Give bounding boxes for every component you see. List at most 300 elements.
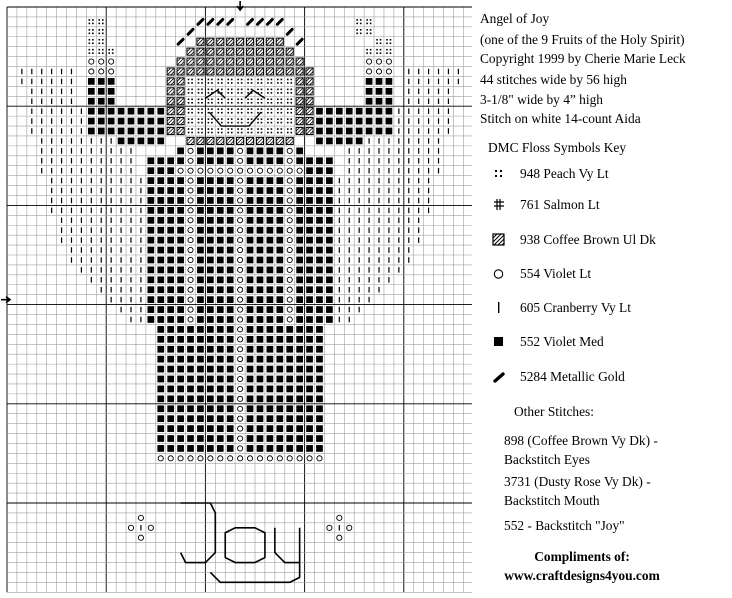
- stitch-cell: [140, 267, 141, 273]
- stitch-cell: [296, 415, 303, 422]
- stitch-cell: [398, 227, 399, 233]
- stitch-cell: [326, 128, 333, 135]
- stitch-cell: [267, 227, 274, 234]
- key-title: DMC Floss Symbols Key: [488, 140, 627, 155]
- stitch-cell: [130, 277, 131, 283]
- stitch-cell: [61, 158, 62, 164]
- stitch-cell: [177, 197, 184, 204]
- stitch-cell: [296, 88, 303, 95]
- stitch-cell: [276, 137, 283, 144]
- stitch-cell: [388, 158, 389, 164]
- stitch-cell: [197, 177, 204, 184]
- stitch-cell: [158, 456, 163, 461]
- stitch-cell: [238, 337, 243, 342]
- stitch-cell: [167, 207, 174, 214]
- stitch-cell: [257, 346, 264, 353]
- stitch-cell: [197, 207, 204, 214]
- stitch-cell: [238, 267, 243, 272]
- stitch-cell: [89, 49, 94, 54]
- stitch-cell: [316, 445, 323, 452]
- stitch-cell: [157, 118, 164, 125]
- stitch-cell: [130, 198, 131, 204]
- stitch-cell: [359, 237, 360, 243]
- stitch-cell: [197, 445, 204, 452]
- stitch-cell: [276, 227, 283, 234]
- stitch-cell: [296, 346, 303, 353]
- stitch-cell: [177, 58, 184, 65]
- stitch-cell: [448, 118, 449, 124]
- stitch-cell: [167, 296, 174, 303]
- stitch-cell: [120, 198, 121, 204]
- key-label: 552 Violet Med: [520, 334, 604, 349]
- stitch-cell: [306, 247, 313, 254]
- stitch-cell: [296, 366, 303, 373]
- stitch-cell: [157, 157, 164, 164]
- stitch-cell: [217, 306, 224, 313]
- top-center-arrow: [237, 1, 243, 10]
- stitch-cell: [217, 147, 224, 154]
- stitch-cell: [276, 197, 283, 204]
- hatched-square-icon: [492, 232, 506, 248]
- stitch-cell: [61, 138, 62, 144]
- stitch-cell: [316, 316, 323, 323]
- stitch-cell: [366, 19, 371, 24]
- stitch-cell: [167, 167, 174, 174]
- stitch-cell: [276, 237, 283, 244]
- stitch-cell: [71, 89, 72, 95]
- stitch-cell: [256, 58, 263, 65]
- stitch-cell: [120, 287, 121, 293]
- stitch-cell: [349, 148, 350, 154]
- stitch-cell: [41, 89, 42, 95]
- stitch-cell: [120, 277, 121, 283]
- stitch-cell: [41, 69, 42, 75]
- stitch-cell: [398, 138, 399, 144]
- stitch-cell: [257, 435, 264, 442]
- stitch-cell: [287, 98, 292, 103]
- stitch-cell: [207, 257, 214, 264]
- chart-stitches: [21, 19, 459, 540]
- stitch-cell: [187, 346, 194, 353]
- stitch-cell: [349, 297, 350, 303]
- stitch-cell: [118, 128, 125, 135]
- stitch-cell: [388, 267, 389, 273]
- stitch-cell: [386, 59, 391, 64]
- stitch-cell: [227, 147, 234, 154]
- stitch-cell: [187, 68, 194, 75]
- stitch-cell: [247, 445, 254, 452]
- stitch-cell: [120, 227, 121, 233]
- stitch-cell: [366, 108, 373, 115]
- stitch-cell: [109, 59, 114, 64]
- stitch-cell: [257, 386, 264, 393]
- stitch-cell: [398, 267, 399, 273]
- stitch-cell: [247, 128, 252, 133]
- stitch-cell: [197, 376, 204, 383]
- stitch-cell: [276, 395, 283, 402]
- stitch-cell: [238, 228, 243, 233]
- stitch-cell: [366, 59, 371, 64]
- stitch-cell: [98, 128, 105, 135]
- stitch-cell: [207, 276, 214, 283]
- stitch-cell: [306, 386, 313, 393]
- key-item: [492, 368, 732, 388]
- stitch-cell: [197, 336, 204, 343]
- stitch-cell: [147, 187, 154, 194]
- stitch-cell: [359, 247, 360, 253]
- stitch-cell: [316, 326, 323, 333]
- stitch-cell: [218, 79, 223, 84]
- stitch-cell: [276, 38, 283, 45]
- stitch-cell: [177, 267, 184, 274]
- stitch-cell: [217, 48, 224, 55]
- stitch-cell: [61, 198, 62, 204]
- stitch-cell: [316, 376, 323, 383]
- stitch-cell: [388, 257, 389, 263]
- stitch-cell: [378, 287, 379, 293]
- stitch-cell: [246, 137, 253, 144]
- stitch-cell: [207, 187, 214, 194]
- stitch-cell: [238, 456, 243, 461]
- stitch-cell: [366, 29, 371, 34]
- stitch-cell: [287, 158, 292, 163]
- stitch-cell: [276, 415, 283, 422]
- stitch-cell: [306, 445, 313, 452]
- stitch-cell: [326, 207, 333, 214]
- stitch-cell: [188, 208, 193, 213]
- stitch-cell: [359, 218, 360, 224]
- stitch-cell: [257, 237, 264, 244]
- stitch-cell: [101, 208, 102, 214]
- stitch-cell: [257, 207, 264, 214]
- stitch-cell: [277, 456, 282, 461]
- stitch-cell: [306, 276, 313, 283]
- stitch-cell: [378, 247, 379, 253]
- stitch-cell: [130, 307, 131, 313]
- stitch-cell: [177, 445, 184, 452]
- stitch-cell: [277, 79, 282, 84]
- stitch-cell: [306, 227, 313, 234]
- stitch-cell: [71, 79, 72, 85]
- stitch-cell: [438, 98, 439, 104]
- stitch-cell: [267, 147, 274, 154]
- stitch-cell: [51, 208, 52, 214]
- stitch-cell: [217, 58, 224, 65]
- stitch-cell: [418, 98, 419, 104]
- stitch-cell: [217, 177, 224, 184]
- stitch-cell: [276, 207, 283, 214]
- stitch-cell: [177, 405, 184, 412]
- stitch-cell: [267, 316, 274, 323]
- stitch-cell: [267, 386, 274, 393]
- stitch-cell: [177, 227, 184, 234]
- stitch-cell: [177, 376, 184, 383]
- stitch-cell: [267, 247, 274, 254]
- stitch-cell: [306, 217, 313, 224]
- stitch-cell: [217, 366, 224, 373]
- stitch-cell: [296, 237, 303, 244]
- stitch-cell: [276, 366, 283, 373]
- stitch-cell: [167, 336, 174, 343]
- stitch-cell: [346, 128, 353, 135]
- stitch-cell: [227, 177, 234, 184]
- key-label: 554 Violet Lt: [520, 266, 592, 281]
- stitch-cell: [188, 456, 193, 461]
- stitch-cell: [147, 167, 154, 174]
- stitch-cell: [356, 138, 363, 145]
- stitch-cell: [138, 118, 145, 125]
- stitch-cell: [257, 177, 264, 184]
- stitch-cell: [227, 276, 234, 283]
- stitch-cell: [337, 535, 342, 540]
- stitch-cell: [296, 118, 303, 125]
- stitch-cell: [247, 435, 254, 442]
- stitch-cell: [227, 326, 234, 333]
- stitch-cell: [428, 79, 429, 85]
- stitch-cell: [306, 267, 313, 274]
- stitch-cell: [376, 39, 381, 44]
- stitch-cell: [227, 207, 234, 214]
- stitch-cell: [120, 267, 121, 273]
- stitch-cell: [157, 138, 164, 145]
- stitch-cell: [388, 168, 389, 174]
- stitch-cell: [306, 78, 313, 85]
- stitch-cell: [71, 237, 72, 243]
- stitch-cell: [177, 247, 184, 254]
- stitch-cell: [418, 79, 419, 85]
- stitch-cell: [218, 168, 223, 173]
- stitch-cell: [306, 425, 313, 432]
- stitch-cell: [188, 188, 193, 193]
- stitch-cell: [316, 405, 323, 412]
- stitch-cell: [51, 79, 52, 85]
- stitch-cell: [128, 525, 133, 530]
- stitch-cell: [276, 435, 283, 442]
- stitch-cell: [140, 307, 141, 313]
- stitch-cell: [276, 306, 283, 313]
- stitch-cell: [418, 237, 419, 243]
- stitch-cell: [306, 316, 313, 323]
- stitch-cell: [101, 257, 102, 263]
- stitch-cell: [339, 188, 340, 194]
- stitch-cell: [140, 198, 141, 204]
- stitch-cell: [217, 386, 224, 393]
- stitch-cell: [138, 138, 145, 145]
- stitch-cell: [296, 445, 303, 452]
- stitch-cell: [157, 267, 164, 274]
- stitch-cell: [287, 247, 292, 252]
- stitch-cell: [287, 108, 292, 113]
- stitch-cell: [266, 48, 273, 55]
- stitch-cell: [197, 296, 204, 303]
- stitch-cell: [326, 157, 333, 164]
- stitch-cell: [61, 178, 62, 184]
- stitch-cell: [81, 188, 82, 194]
- stitch-cell: [339, 247, 340, 253]
- stitch-cell: [157, 306, 164, 313]
- stitch-cell: [167, 366, 174, 373]
- stitch-cell: [187, 137, 194, 144]
- dots-icon: [492, 166, 506, 182]
- stitch-cell: [177, 108, 184, 115]
- stitch-cell: [41, 168, 42, 174]
- stitch-cell: [247, 79, 252, 84]
- stitch-cell: [237, 137, 244, 144]
- stitch-cell: [368, 237, 369, 243]
- stitch-cell: [347, 525, 352, 530]
- stitch-cell: [366, 98, 373, 105]
- stitch-cell: [378, 138, 379, 144]
- stitch-cell: [130, 257, 131, 263]
- stitch-cell: [326, 167, 333, 174]
- stitch-cell: [326, 227, 333, 234]
- stitch-cell: [130, 287, 131, 293]
- stitch-cell: [247, 296, 254, 303]
- stitch-cell: [197, 415, 204, 422]
- stitch-cell: [398, 237, 399, 243]
- stitch-cell: [316, 237, 323, 244]
- stitch-cell: [339, 208, 340, 214]
- stitch-cell: [306, 326, 313, 333]
- stitch-cell: [247, 306, 254, 313]
- stitch-cell: [130, 208, 131, 214]
- stitch-cell: [227, 128, 232, 133]
- stitch-cell: [418, 188, 419, 194]
- stitch-cell: [287, 29, 292, 34]
- stitch-cell: [91, 208, 92, 214]
- stitch-cell: [197, 425, 204, 432]
- stitch-cell: [101, 138, 102, 144]
- stitch-cell: [217, 346, 224, 353]
- stitch-cell: [257, 147, 264, 154]
- stitch-cell: [247, 405, 254, 412]
- stitch-cell: [177, 286, 184, 293]
- stitch-cell: [368, 287, 369, 293]
- stitch-cell: [91, 148, 92, 154]
- stitch-cell: [177, 366, 184, 373]
- stitch-cell: [336, 138, 343, 145]
- stitch-cell: [349, 237, 350, 243]
- stitch-cell: [98, 108, 105, 115]
- stitch-cell: [217, 296, 224, 303]
- stitch-cell: [368, 257, 369, 263]
- stitch-cell: [130, 188, 131, 194]
- other-stitches-title: Other Stitches:: [514, 404, 594, 419]
- stitch-cell: [349, 227, 350, 233]
- stitch-cell: [276, 346, 283, 353]
- stitch-cell: [197, 147, 204, 154]
- stitch-cell: [207, 386, 214, 393]
- stitch-cell: [111, 267, 112, 273]
- stitch-cell: [238, 436, 243, 441]
- stitch-cell: [238, 238, 243, 243]
- stitch-cell: [208, 98, 213, 103]
- stitch-cell: [120, 237, 121, 243]
- stitch-cell: [217, 217, 224, 224]
- stitch-cell: [247, 456, 252, 461]
- stitch-cell: [218, 19, 223, 24]
- stitch-cell: [207, 197, 214, 204]
- stitch-cell: [188, 257, 193, 262]
- stitch-cell: [359, 158, 360, 164]
- stitch-cell: [398, 198, 399, 204]
- stitch-cell: [296, 376, 303, 383]
- stitch-cell: [130, 178, 131, 184]
- stitch-cell: [276, 276, 283, 283]
- stitch-cell: [428, 69, 429, 75]
- stitch-cell: [101, 267, 102, 273]
- stitch-cell: [247, 346, 254, 353]
- stitch-cell: [349, 178, 350, 184]
- website-link[interactable]: www.craftdesigns4you.com: [504, 568, 660, 583]
- stitch-cell: [140, 218, 141, 224]
- stitch-cell: [296, 286, 303, 293]
- stitch-cell: [217, 267, 224, 274]
- stitch-cell: [140, 525, 141, 531]
- stitch-cell: [197, 405, 204, 412]
- stitch-cell: [296, 425, 303, 432]
- stitch-cell: [349, 198, 350, 204]
- stitch-cell: [147, 306, 154, 313]
- stitch-cell: [267, 415, 274, 422]
- stitch-cell: [276, 157, 283, 164]
- left-center-arrow: [1, 297, 10, 303]
- stitch-cell: [157, 197, 164, 204]
- stitch-cell: [111, 188, 112, 194]
- stitch-cell: [306, 118, 313, 125]
- stitch-cell: [237, 128, 242, 133]
- stitch-cell: [157, 128, 164, 135]
- stitch-cell: [286, 435, 293, 442]
- stitch-cell: [287, 198, 292, 203]
- stitch-cell: [217, 197, 224, 204]
- stitch-cell: [418, 168, 419, 174]
- stitch-cell: [316, 207, 323, 214]
- stitch-cell: [188, 307, 193, 312]
- stitch-cell: [197, 386, 204, 393]
- stitch-cell: [418, 128, 419, 134]
- stitch-cell: [366, 78, 373, 85]
- stitch-cell: [157, 167, 164, 174]
- stitch-cell: [61, 118, 62, 124]
- stitch-cell: [267, 435, 274, 442]
- stitch-cell: [217, 286, 224, 293]
- stitch-cell: [208, 168, 213, 173]
- stitch-cell: [376, 118, 383, 125]
- stitch-cell: [111, 148, 112, 154]
- stitch-cell: [257, 326, 264, 333]
- stitch-cell: [316, 366, 323, 373]
- stitch-cell: [368, 178, 369, 184]
- stitch-cell: [197, 227, 204, 234]
- stitch-cell: [247, 326, 254, 333]
- stitch-cell: [217, 376, 224, 383]
- stitch-cell: [98, 19, 103, 24]
- stitch-cell: [147, 197, 154, 204]
- stitch-cell: [147, 276, 154, 283]
- stitch-cell: [257, 366, 264, 373]
- stitch-cell: [177, 147, 184, 154]
- stitch-cell: [89, 39, 94, 44]
- stitch-cell: [306, 435, 313, 442]
- stitch-cell: [296, 78, 303, 85]
- stitch-cell: [187, 58, 194, 65]
- stitch-cell: [167, 445, 174, 452]
- stitch-cell: [207, 316, 214, 323]
- stitch-cell: [207, 376, 214, 383]
- stitch-cell: [297, 39, 302, 44]
- stitch-cell: [286, 395, 293, 402]
